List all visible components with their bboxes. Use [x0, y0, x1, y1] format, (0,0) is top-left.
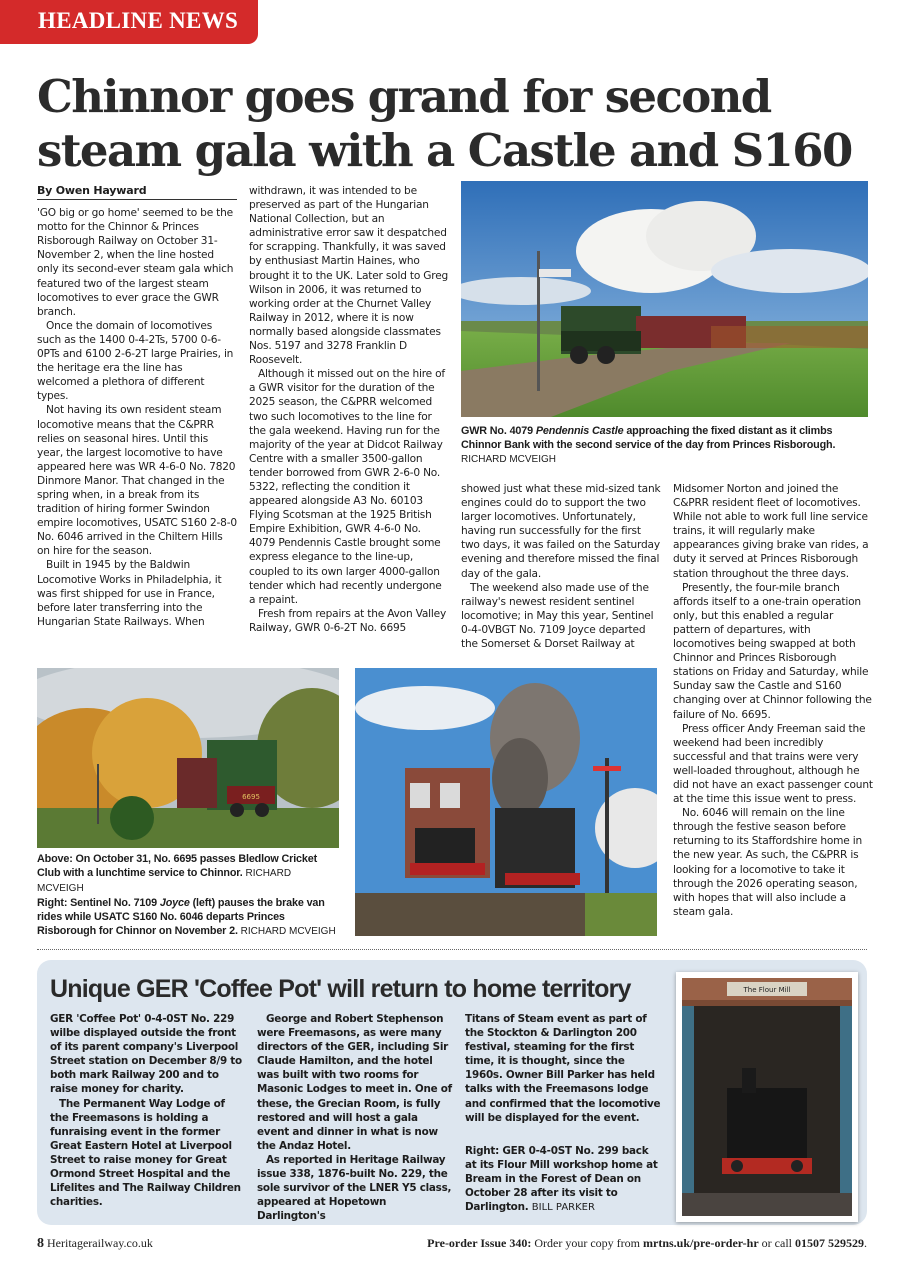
paragraph: Fresh from repairs at the Avon Valley Railway, GWR 0-6-2T No. 6695	[249, 607, 447, 634]
photo-pendennis-castle-image	[461, 181, 868, 417]
preorder-end: .	[864, 1236, 867, 1250]
caption-text: approaching the fixed distant as it climbs Chinnor Bank with the second service of the day from Princes Risborough.	[461, 425, 836, 451]
sidebar-caption	[465, 1144, 663, 1215]
photo-6695-bledlow	[37, 668, 339, 848]
paragraph: The weekend also made use of the railway's newest resident sentinel locomotive; in May this year, Sentinel 0-4-0VBGT No. 7109 Joyce departed the Somerset & Dorset Railway at	[461, 581, 654, 651]
caption-text: Right: GER 0-4-0ST No. 299 back at its Flour Mill workshop home at Bream in the Forest of Dean on October 28 after its visit to Darlington.	[465, 1145, 658, 1214]
caption-text: Right: Sentinel No. 7109	[37, 897, 160, 909]
caption-italic: Joyce	[159, 897, 190, 909]
photo-credit: BILL PARKER	[531, 1202, 595, 1214]
paragraph: As reported in Heritage Railway issue 338, 1876-built No. 229, the sole survivor of the LNER Y5 class, appeared at Hopetown Darlington's	[257, 1153, 452, 1223]
byline: By Owen Hayward	[37, 184, 237, 200]
paragraph: Presently, the four-mile branch affords itself to a one-train operation only, but this enabled a regular pattern of departures, with locomotives being swapped at both Chinnor and Princes Risborough stations on Friday and Saturday, while Sunday saw the Castle and S160 changing over at Chinnor following the failure of No. 6695.	[673, 581, 872, 721]
caption-text: (left) pauses the brake van rides while USATC S160 No. 6046 departs Princes Risborough for Chinnor on November 2.	[37, 897, 325, 937]
photo-credit: RICHARD MCVEIGH	[37, 868, 292, 894]
paragraph: Built in 1945 by the Baldwin Locomotive Works in Philadelphia, it was first shipped for use in France, before later transferring into the Hungarian State Railways. When	[37, 559, 222, 628]
paragraph: 'GO big or go home' seemed to be the motto for the Chinnor & Princes Risborough Railway on October 31-November 2, when the line hosted only its second-ever steam gala which featured two of the largest steam locomotives to ever grace the GWR branch.	[37, 207, 234, 318]
paragraph: The Permanent Way Lodge of the Freemasons is holding a funraising event in the former Great Eastern Hotel at Liverpool Street to raise money for Great Ormond Street Hospital and the Lifelites and The Railway Children charities.	[50, 1097, 241, 1209]
paragraph: Midsomer Norton and joined the C&PRR resident fleet of locomotives. While not able to work full line service trains, it will regularly make appearances giving brake van rides, a duty it served at Princes Risborough station throughout the three days.	[673, 483, 869, 580]
caption-pendennis-castle	[461, 424, 868, 467]
paragraph: No. 6046 will remain on the line through the festive season before returning to its Staffordshire home in the new year. As such, the C&PRR is looking for a locomotive to take it through the 2026 operating season, with hopes that will also include a steam gala.	[673, 807, 862, 918]
sidebar-column-3	[465, 1012, 663, 1125]
headline	[37, 70, 877, 178]
paragraph: Although it missed out on the hire of a GWR visitor for the duration of the 2025 season, the C&PRR welcomed two such locomotives to the line for the gala weekend. Having run for the majority of the year at Didcot Railway Centre with a smaller 3500-gallon tender borrowed from GWR 2-6-0 No. 5322, reflecting the condition it appeared alongside A3 No. 60103 Flying Scotsman at the 1925 British Empire Exhibition, GWR 4-6-0 No. 4079 Pendennis Castle brought some express elegance to the line-up, coupled to its own larger 4000-gallon tender which had recently undergone a repaint.	[249, 368, 445, 606]
photo-coffee-pot-image	[682, 978, 852, 1216]
article-column-1	[37, 184, 237, 629]
sidebar-column-1	[50, 1012, 243, 1209]
paragraph: Not having its own resident steam locomotive means that the C&PRR relies on seasonal hires. Until this year, the largest locomotive to have appeared here was WR 4-6-0 No. 7820 Dinmore Manor. That changed in the spring when, in a break from its tradition of hiring former Swindon empire locomotives, USATC S160 2-8-0 No. 6046 arrived in the Chiltern Hills on hire for the season.	[37, 404, 237, 558]
section-divider	[37, 949, 867, 950]
caption-text: Above: On October 31, No. 6695 passes Bledlow Cricket Club with a lunchtime service to Chinnor.	[37, 853, 318, 879]
paragraph: Titans of Steam event as part of the Stockton & Darlington 200 festival, steaming for the first time, it is thought, since the 1960s. Owner Bill Parker has held talks with the Freemasons lodge and confirmed that the locomotive will be displayed for the event.	[465, 1013, 661, 1124]
photo-credit: RICHARD MCVEIGH	[461, 454, 557, 465]
article-column-4	[673, 482, 873, 919]
photo-pendennis-castle	[461, 181, 868, 417]
section-tag: HEADLINE NEWS	[0, 0, 258, 44]
loco-number-plate: 6695	[242, 793, 260, 801]
sidebar-title: Unique GER 'Coffee Pot' will return to home territory	[50, 975, 631, 1003]
caption-6695	[37, 852, 339, 896]
preorder-label: Pre-order Issue 340:	[427, 1236, 532, 1250]
site-name: Heritagerailway.co.uk	[47, 1236, 153, 1250]
photo-credit: RICHARD MCVEIGH	[240, 926, 336, 937]
footer-preorder	[427, 1236, 867, 1251]
paragraph: Once the domain of locomotives such as the 1400 0-4-2Ts, 5700 0-6-0PTs and 6100 2-6-2T large Prairies, in the heritage era the line has welcomed a plethora of different types.	[37, 319, 234, 403]
flour-mill-sign: The Flour Mill	[743, 986, 791, 994]
photo-6695-bledlow-image	[37, 668, 339, 848]
photo-coffee-pot	[676, 972, 858, 1222]
headline-line-2: steam gala with a Castle and S160	[37, 124, 852, 177]
caption-text: GWR No. 4079	[461, 425, 536, 437]
paragraph: showed just what these mid-sized tank engines could do to support the two larger locomotives. Unfortunately, having run successfully for the first two days, it was failed on the Saturday evening and therefore missed the final day of the gala.	[461, 483, 661, 580]
preorder-phone: 01507 529529	[795, 1236, 864, 1250]
article-column-3	[461, 482, 661, 651]
sidebar-column-2	[257, 1012, 453, 1223]
photo-sentinel-s160-image	[355, 668, 657, 936]
caption-sentinel	[37, 896, 339, 939]
article-column-2	[249, 184, 449, 635]
photo-sentinel-s160	[355, 668, 657, 936]
paragraph: Press officer Andy Freeman said the weekend had been incredibly successful and that trains were very well-loaded throughout, although he did not have an exact passenger count at the time this issue went to press.	[673, 722, 873, 806]
preorder-or-call: or call	[758, 1236, 795, 1250]
page-number: 8	[37, 1236, 44, 1251]
paragraph: GER 'Coffee Pot' 0-4-0ST No. 229 wilbe displayed outside the front of its parent company's Liverpool Street station on December 8/9 to both mark Railway 200 and to raise money for charity.	[50, 1013, 242, 1096]
headline-line-1: Chinnor goes grand for second	[37, 70, 771, 123]
caption-italic: Pendennis Castle	[535, 425, 624, 437]
paragraph: George and Robert Stephenson were Freemasons, as were many directors of the GER, including Sir Claude Hamilton, and the hotel was built with two rooms for Masonic Lodges to meet in. One of these, the Grecian Room, is fully restored and will host a gala event and dinner in what is now the Andaz Hotel.	[257, 1013, 452, 1152]
preorder-text: Order your copy from	[531, 1236, 644, 1250]
preorder-url[interactable]: mrtns.uk/pre-order-hr	[643, 1236, 759, 1250]
paragraph: withdrawn, it was intended to be preserved as part of the Hungarian National Collection, but an administrative error saw it despatched for scrapping. Thankfully, it was saved by enthusiast Martin Haines, who brought it to the UK. Later sold to Greg Wilson in 2006, it was returned to working order at the Churnet Valley Railway in 2012, where it is now normally based alongside classmates Nos. 5197 and 3278 Franklin D Roosevelt.	[249, 185, 449, 367]
footer-left	[37, 1236, 153, 1252]
